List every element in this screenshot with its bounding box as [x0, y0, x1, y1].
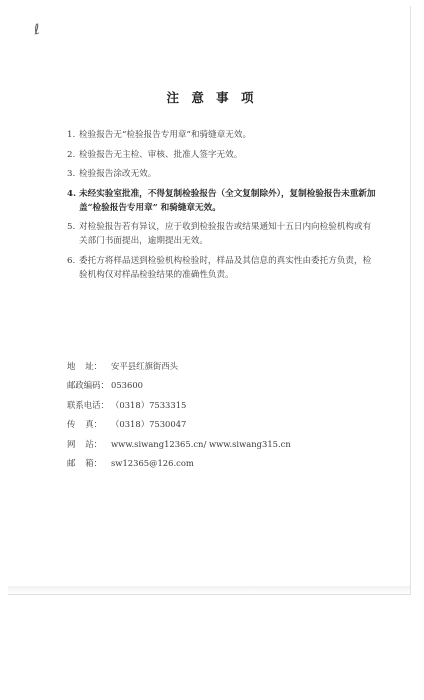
note-number: 5.: [67, 222, 76, 232]
label-part: 传: [67, 419, 76, 430]
contact-label: [67, 418, 102, 430]
label-part: 网: [67, 438, 76, 449]
note-text: 检验报告无主检、审核、批准人签字无效。: [79, 149, 243, 160]
note-text: 委托方将样品送到检验机构检验时，样品及其信息的真实性由委托方负责，检验机构仅对样品检验结果的准确性负责。: [79, 255, 372, 280]
website-link[interactable]: www.siwang12365.cn/ www.siwang315.cn: [111, 438, 291, 449]
note-item: [67, 254, 377, 282]
contact-value: （0318）7530047: [111, 419, 187, 430]
note-text: 检验报告无“检验报告专用章”和骑缝章无效。: [79, 130, 252, 140]
note-item: [67, 187, 377, 215]
note-item: [67, 167, 377, 181]
note-number: 2.: [67, 149, 76, 160]
note-item: [67, 220, 377, 248]
note-number: 6.: [67, 255, 76, 266]
email-link[interactable]: sw12365@126.com: [111, 458, 194, 469]
contact-label: 联系电话：: [67, 399, 109, 410]
contact-info: [67, 356, 367, 473]
handwritten-mark: ℓ: [32, 21, 41, 39]
contact-label: [67, 360, 102, 372]
notes-list: [67, 128, 377, 287]
note-text: 对检验报告若有异议，应于收到检验报告或结果通知十五日内向检验机构或有关部门书面提出，逾期提出无效。: [79, 222, 372, 246]
contact-postcode-row: [67, 376, 367, 396]
contact-value: 安平县红旗街西头: [111, 360, 178, 371]
contact-address-row: [67, 356, 367, 376]
note-item: [67, 148, 377, 162]
label-part: 真：: [85, 419, 102, 430]
contact-label: 邮政编码：: [67, 380, 109, 391]
note-number: 4.: [67, 188, 76, 199]
note-text: 未经实验室批准，不得复制检验报告（全文复制除外），复制检验报告未重新加盖“检验报告专用章” 和骑缝章无效。: [79, 188, 376, 213]
page-edge-shadow: [8, 586, 410, 594]
contact-value: （0318）7533315: [111, 399, 187, 410]
contact-label: [67, 438, 102, 450]
note-number: 1.: [67, 130, 76, 140]
label-part: 站：: [85, 438, 102, 449]
label-part: 地: [67, 360, 76, 371]
label-part: 箱：: [85, 458, 102, 469]
contact-fax-row: [67, 415, 367, 435]
contact-website-row: [67, 434, 367, 454]
contact-phone-row: [67, 395, 367, 415]
contact-label: [67, 457, 102, 469]
label-part: 址：: [85, 360, 102, 371]
note-item: [67, 128, 377, 142]
contact-value: 053600: [111, 380, 143, 391]
page-title: 注 意 事 项: [166, 90, 258, 105]
note-text: 检验报告涂改无效。: [79, 169, 157, 179]
note-number: 3.: [67, 169, 76, 179]
contact-email-row: [67, 454, 367, 474]
label-part: 邮: [67, 458, 76, 469]
